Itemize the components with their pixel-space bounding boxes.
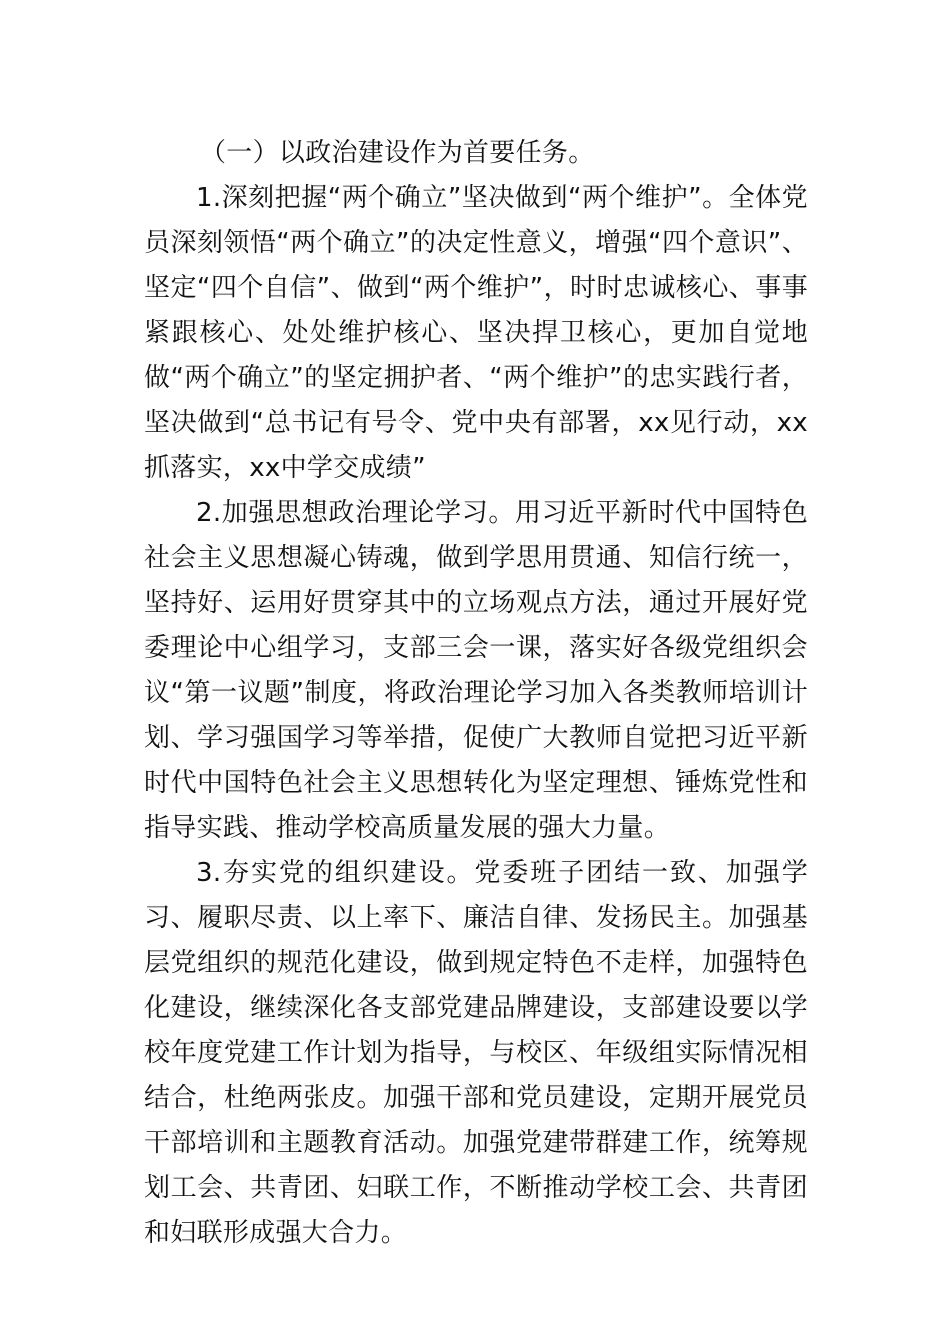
paragraph-2: 2.加强思想政治理论学习。用习近平新时代中国特色社会主义思想凝心铸魂，做到学思用贯通、知信行统一，坚持好、运用好贯穿其中的立场观点方法，通过开展好党委理论中心组学习，支部三会一课，落实好各级党组织会议“第一议题”制度，将政治理论学习加入各类教师培训计划、学习强国学习等举措，促使广大教师自觉把习近平新时代中国特色社会主义思想转化为坚定理想、锤炼党性和指导实践、推动学校高质量发展的强大力量。 — [144, 498, 808, 843]
paragraph-1: 1.深刻把握“两个确立”坚决做到“两个维护”。全体党员深刻领悟“两个确立”的决定性意义，增强“四个意识”、坚定“四个自信”、做到“两个维护”，时时忠诚核心、事事紧跟核心、处处维护核心、坚决捍卫核心，更加自觉地做“两个确立”的坚定拥护者、“两个维护”的忠实践行者，坚决做到“总书记有号令、党中央有部署，xx见行动，xx抓落实，xx中学交成绩” — [144, 183, 808, 483]
section-heading: （一）以政治建设作为首要任务。 — [200, 138, 595, 168]
document-body — [144, 131, 808, 1256]
paragraph-3: 3.夯实党的组织建设。党委班子团结一致、加强学习、履职尽责、以上率下、廉洁自律、发扬民主。加强基层党组织的规范化建设，做到规定特色不走样，加强特色化建设，继续深化各支部党建品牌建设，支部建设要以学校年度党建工作计划为指导，与校区、年级组实际情况相结合，杜绝两张皮。加强干部和党员建设，定期开展党员干部培训和主题教育活动。加强党建带群建工作，统筹规划工会、共青团、妇联工作，不断推动学校工会、共青团和妇联形成强大合力。 — [144, 858, 808, 1248]
